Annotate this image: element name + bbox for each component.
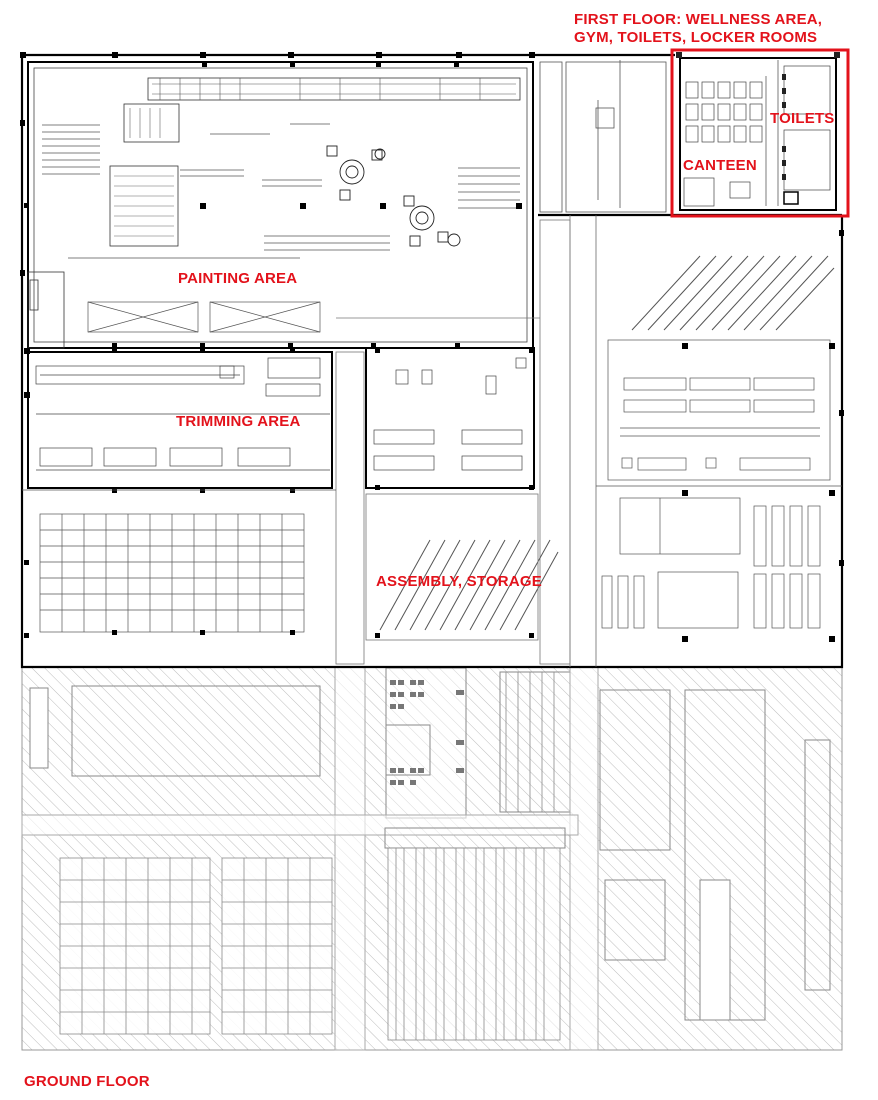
assembly-left-racking [22,490,336,632]
canteen-label: CANTEEN [683,157,757,174]
right-hall-lower-storage [596,215,842,667]
first-floor-title-line2: GYM, TOILETS, LOCKER ROOMS [574,29,818,46]
painting-left-annex [28,272,64,348]
painting-area-label: PAINTING AREA [178,270,298,287]
painting-side-corridor [540,60,666,212]
first-floor-title-line1: FIRST FLOOR: WELLNESS AREA, [574,11,823,28]
first-floor-block [672,50,848,216]
ground-floor-label: GROUND FLOOR [24,1073,150,1090]
right-hall-pillars [682,343,835,642]
assembly-storage-label: ASSEMBLY, STORAGE [376,573,542,590]
trimming-area-label: TRIMMING AREA [176,413,301,430]
right-hall-diagonal-racks [632,256,834,330]
toilets-label: TOILETS [770,110,835,127]
right-hall-workbenches [608,340,830,480]
painting-area-room [24,62,533,348]
assembly-storage-diagonal-racks [366,494,558,640]
ground-floor-racking-left [60,858,332,1034]
